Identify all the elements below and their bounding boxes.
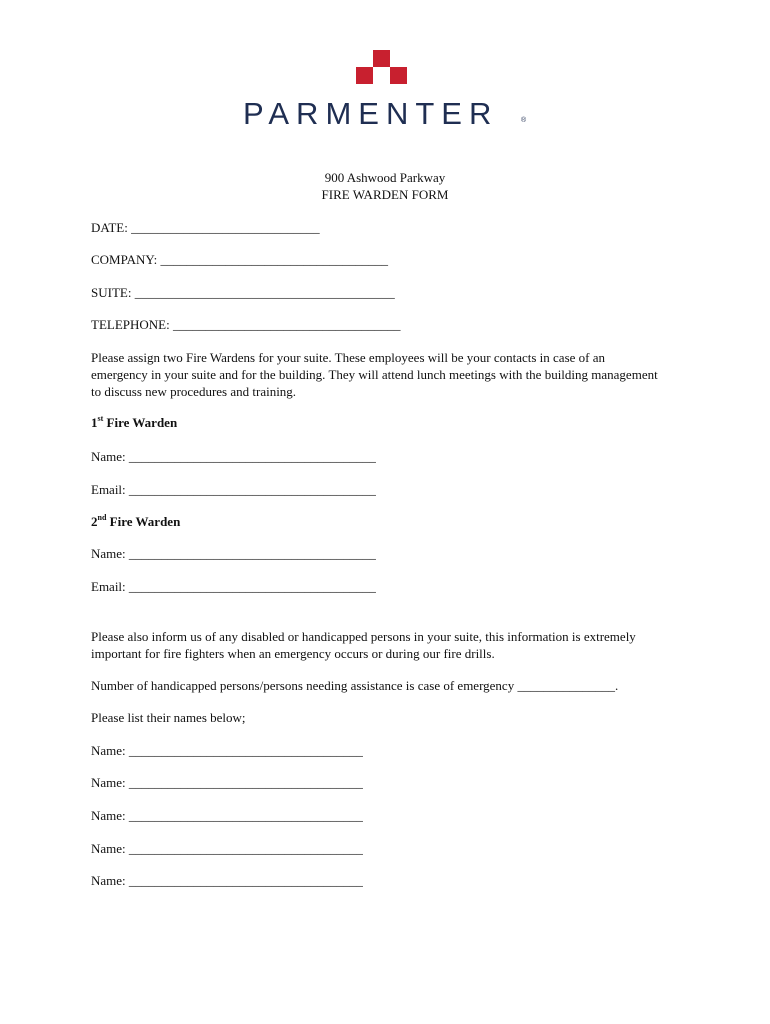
form-title: FIRE WARDEN FORM [321,187,449,202]
logo-square-left [356,67,373,84]
registered-mark: ® [521,117,527,124]
list-intro: Please list their names below; [91,710,246,725]
brand-wordmark: PARMENTER [243,96,499,131]
warden1-name-field[interactable]: Name: ______________________________________ [91,449,376,464]
warden1-heading: 1st Fire Warden [91,414,178,430]
warden2-heading: 2nd Fire Warden [91,513,181,529]
address: 900 Ashwood Parkway [324,170,446,185]
handicap-name-field[interactable]: Name: ____________________________________ [91,775,363,790]
suite-field[interactable]: SUITE: ________________________________________ [91,285,395,300]
logo-square-right [390,67,407,84]
handicap-name-field[interactable]: Name: ____________________________________ [91,808,363,823]
date-field[interactable]: DATE: _____________________________ [91,220,320,235]
instructions: Please assign two Fire Wardens for your suite. These employees will be your contacts in case of an emergency in your suite and for the building. They will attend lunch meetings with the building management to discuss new procedures and training. [91,350,658,399]
handicap-intro: Please also inform us of any disabled or handicapped persons in your suite, this information is extremely important for fire fighters when an emergency occurs or during our fire drills. [91,629,636,661]
logo-square-top [373,50,390,67]
handicap-name-field[interactable]: Name: ____________________________________ [91,873,363,888]
telephone-field[interactable]: TELEPHONE: ___________________________________ [91,317,401,332]
warden2-email-field[interactable]: Email: ______________________________________ [91,579,376,594]
company-field[interactable]: COMPANY: ___________________________________ [91,252,388,267]
handicap-count-field[interactable]: Number of handicapped persons/persons needing assistance is case of emergency _______________. [91,678,619,693]
handicap-name-field[interactable]: Name: ____________________________________ [91,841,363,856]
warden1-email-field[interactable]: Email: ______________________________________ [91,482,376,497]
logo-mark [356,50,408,84]
handicap-name-field[interactable]: Name: ____________________________________ [91,743,363,758]
warden2-name-field[interactable]: Name: ______________________________________ [91,546,376,561]
